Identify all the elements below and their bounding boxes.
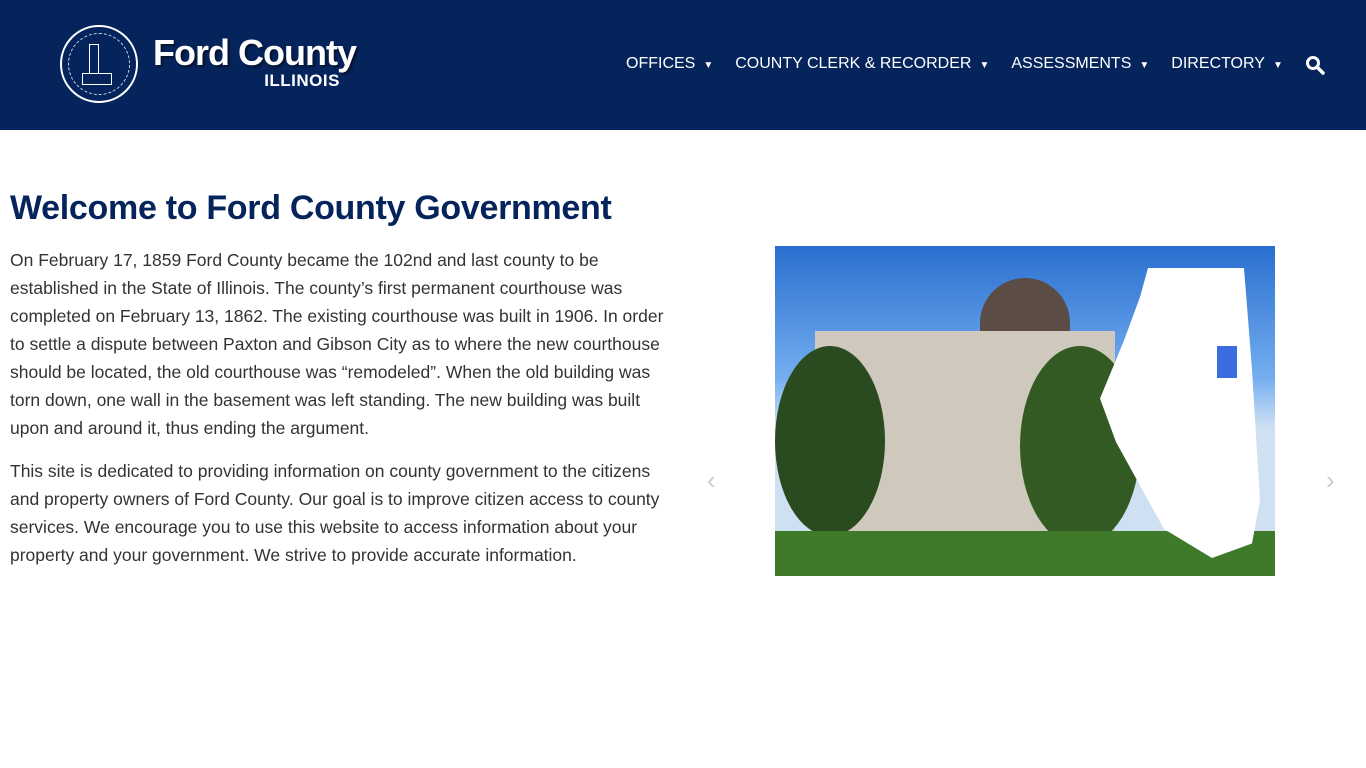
carousel-prev-button[interactable]: ‹ (707, 465, 716, 495)
paragraph: On February 17, 1859 Ford County became the 102nd and last county to be established in the State of Illinois. The county’s first permanent courthouse was completed on February 13, 1862. The existing courthouse was built in 1906. In order to settle a dispute between Paxton and Gibson City as to where the new courthouse should be located, the old courthouse was “remodeled”. When the old building was torn down, one wall in the basement was left standing. The new building was built upon and around it, thus ending the argument. (10, 250, 664, 438)
intro-text (10, 246, 675, 584)
caret-down-icon: ▼ (979, 60, 990, 71)
brand-subtitle: ILLINOIS (264, 71, 340, 90)
brand-title: Ford County (153, 32, 356, 73)
search-icon[interactable] (1305, 55, 1325, 75)
paragraph: This site is dedicated to providing information on county government to the citizens and property owners of Ford County. Our goal is to improve citizen access to county services. We encourage you to use this website to access information about your property and your government. We strive to provide accurate information. (10, 461, 660, 565)
nav-label: DIRECTORY (1171, 55, 1265, 72)
nav-directory[interactable] (1171, 54, 1283, 76)
illinois-map (1100, 268, 1260, 558)
nav-county-clerk[interactable] (735, 54, 989, 76)
nav-label: ASSESSMENTS (1011, 55, 1132, 72)
caret-down-icon: ▼ (703, 60, 714, 71)
nav-offices[interactable] (626, 54, 713, 76)
page-title: Welcome to Ford County Government (10, 189, 612, 227)
ford-county-highlight (1217, 346, 1237, 378)
caret-down-icon: ▼ (1272, 60, 1283, 71)
carousel-next-button[interactable]: › (1326, 465, 1335, 495)
caret-down-icon: ▼ (1139, 60, 1150, 71)
nav-assessments[interactable] (1011, 54, 1149, 76)
nav-label: COUNTY CLERK & RECORDER (735, 55, 972, 72)
nav-label: OFFICES (626, 55, 696, 72)
courthouse-illinois-map-image (775, 246, 1275, 576)
main-nav (626, 54, 1305, 76)
brand-logo[interactable] (153, 34, 356, 90)
county-seal-logo[interactable] (60, 25, 138, 103)
site-header (0, 0, 1366, 130)
